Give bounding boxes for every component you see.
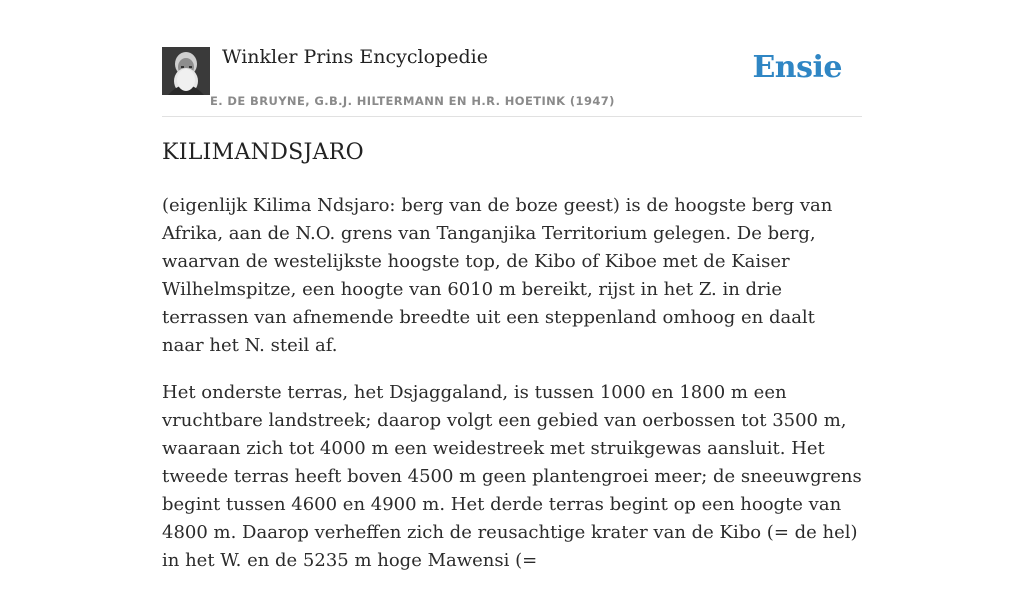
author-avatar[interactable] [162,47,210,95]
book-authors: E. DE BRUYNE, G.B.J. HILTERMANN EN H.R. HOETINK (1947) [210,94,615,108]
entry-paragraph: (eigenlijk Kilima Ndsjaro: berg van de boze geest) is de hoogste berg van Afrika, aan de N.O. grens van Tanganjika Territorium gelegen. De berg, waarvan de westelijkste hoogste top, de Kibo of Kiboe met de Kaiser Wilhelmspitze, een hoogte van 6010 m bereikt, rijst in het Z. in drie terrassen van afnemende breedte uit een steppenland omhoog en daalt naar het N. steil af. [162,195,833,356]
entry-title: KILIMANDSJARO [162,140,365,165]
author-portrait-icon [162,47,210,95]
entry-body [162,192,862,594]
book-title[interactable]: Winkler Prins Encyclopedie [222,46,488,68]
entry-paragraph: Het onderste terras, het Dsjaggaland, is tussen 1000 en 1800 m een vruchtbare landstreek; daarop volgt een gebied van oerbossen tot 3500 m, waaraan zich tot 4000 m een weidestreek met struikgewas aansluit. Het tweede terras heeft boven 4500 m geen plantengroei meer; de sneeuwgrens begint tussen 4600 en 4900 m. Het derde terras begint op een hoogte van 4800 m. Daarop verheffen zich de reusachtige krater van de Kibo (= de hel) in het W. en de 5235 m hoge Mawensi (= [162,382,862,571]
ensie-logo-link[interactable]: Ensie [752,50,842,85]
page [162,0,862,571]
header [162,0,862,117]
